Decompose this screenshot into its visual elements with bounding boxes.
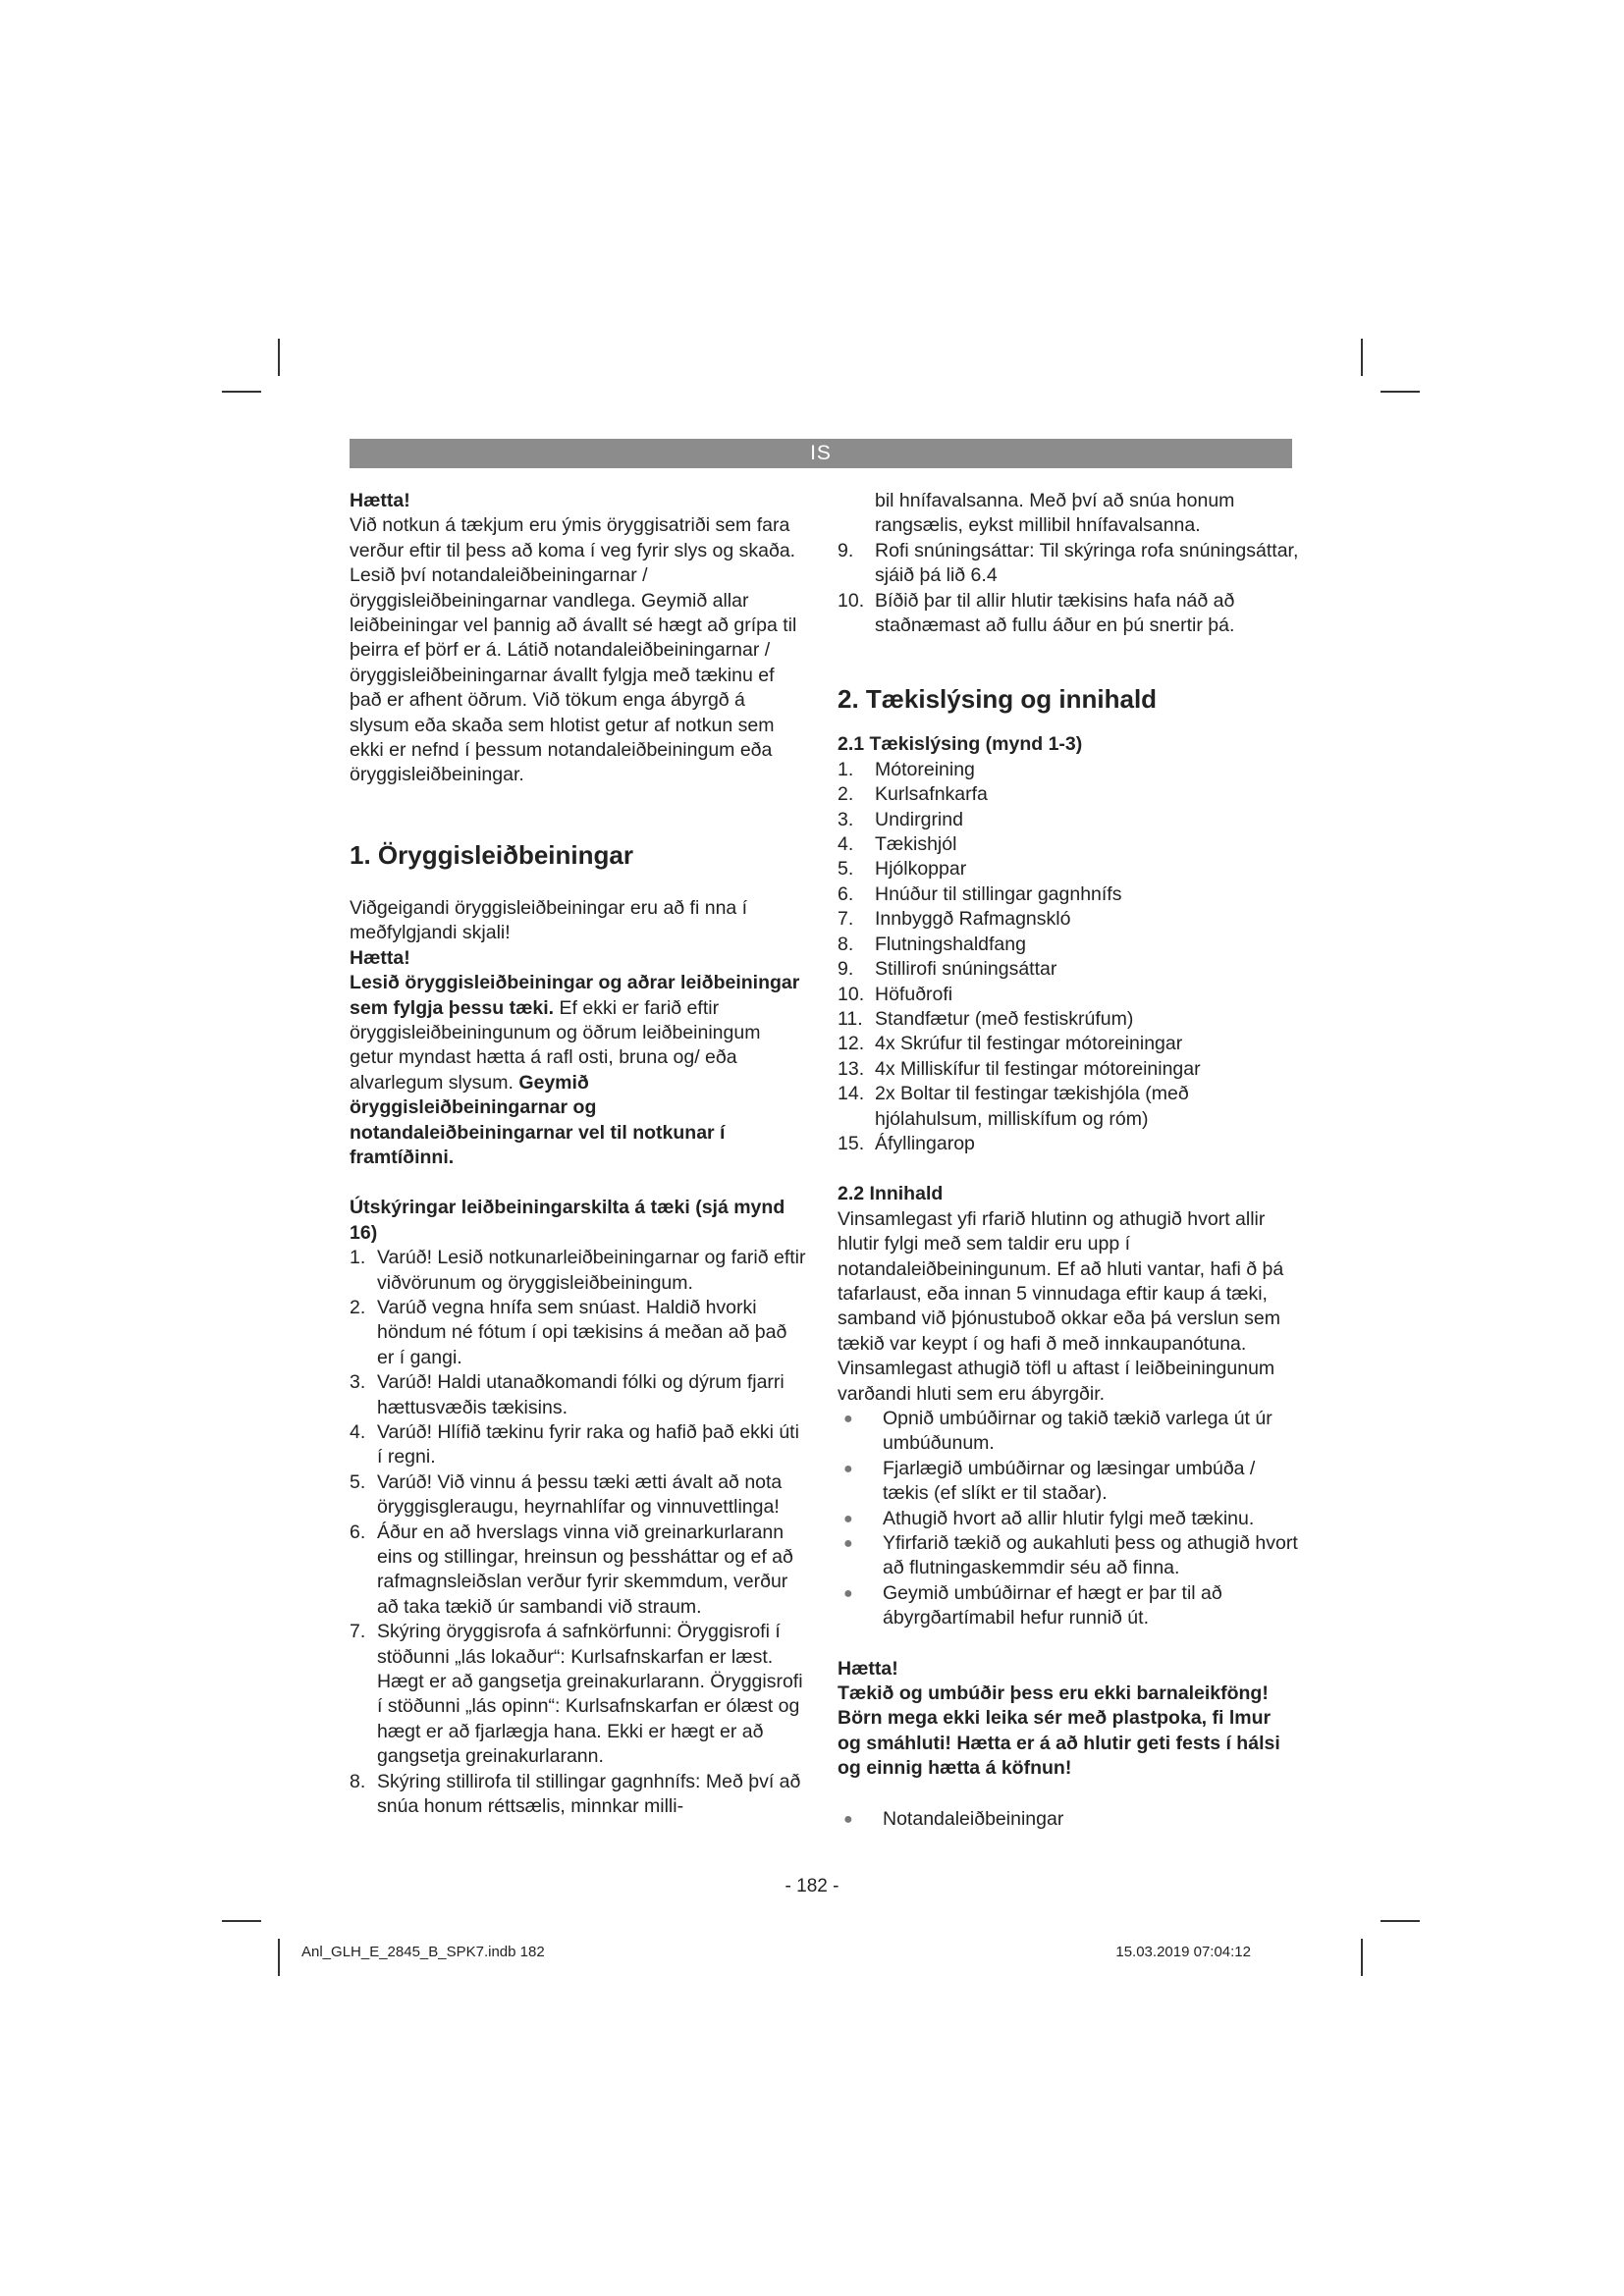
item-8-continued: bil hnífavalsanna. Með því að snúa honum rangsælis, eykst millibil hnífavalsanna. <box>875 490 1235 537</box>
bullet-icon: ● <box>843 1411 853 1427</box>
list-item: 10. Bíðið þar til allir hlutir tækisins hafa náð að staðnæmast að fullu áður en þú snertir þá. <box>838 589 1235 637</box>
list-item: ● Athugið hvort að allir hlutir fylgi með tækinu. <box>838 1507 1299 1531</box>
language-bar: IS <box>350 439 1292 468</box>
section-1-paragraph <box>350 971 806 1170</box>
list-item: 14. 2x Boltar til festingar tækishjóla (með hjólahulsum, milliskífum og róm) <box>838 1083 1189 1130</box>
list-item: 11. Standfætur (með festiskrúfum) <box>838 1007 1134 1030</box>
crop-mark <box>278 1939 280 1976</box>
list-item: 12. 4x Skrúfur til festingar mótoreiningar <box>838 1033 1183 1055</box>
list-item: 13. 4x Milliskífur til festingar mótoreiningar <box>838 1057 1201 1080</box>
list-item: 10. Höfuðrofi <box>838 983 953 1005</box>
list-item: ● Notandaleiðbeiningar <box>838 1807 1299 1832</box>
crop-mark <box>278 339 280 376</box>
bullet-icon: ● <box>843 1810 853 1828</box>
signs-list-continued <box>838 539 1299 639</box>
crop-mark <box>1380 391 1420 393</box>
contents-bullets <box>838 1407 1299 1631</box>
section-1-text: Ef ekki er farið eftir öryggisleiðbeiningunum og öðrum leiðbeiningum getur myndast hætta á rafl osti, bruna og/ eða alvarlegum slysum. <box>350 996 761 1094</box>
signs-title: Útskýringar leiðbeiningarskilta á tæki (sjá mynd 16) <box>350 1197 785 1244</box>
section-1-intro: Viðgeigandi öryggisleiðbeiningar eru að fi nna í meðfylgjandi skjali! <box>350 896 748 944</box>
list-item: 8. Skýring stillirofa til stillingar gagnhnífs: Með því að snúa honum réttsælis, minnkar milli- <box>350 1770 801 1818</box>
section-1-bold-2: Geymið öryggisleiðbeiningarnar og notandaleiðbeiningarnar vel til notkunar í framtíðinni. <box>350 1071 726 1168</box>
list-item: 3. Undirgrind <box>838 808 963 830</box>
list-item: 3. Varúð! Haldi utanaðkomandi fólki og dýrum fjarri hættusvæðis tækisins. <box>350 1371 785 1418</box>
section-1-bold-1: Lesið öryggisleiðbeiningar og aðrar leiðbeiningar sem fylgja þessu tæki. <box>350 972 800 1019</box>
bullet-icon: ● <box>843 1460 853 1477</box>
list-item: 4. Tækishjól <box>838 833 957 856</box>
page-number: - 182 - <box>785 1876 839 1896</box>
list-item: 9. Stillirofi snúningsáttar <box>838 958 1057 981</box>
list-item: ● Fjarlægið umbúðirnar og læsingar umbúða / tækis (ef slíkt er til staðar). <box>843 1457 1256 1505</box>
list-item: 4. Varúð! Hlífið tækinu fyrir raka og hafið það ekki úti í regni. <box>350 1421 799 1468</box>
list-item: 9. Rofi snúningsáttar: Til skýringa rofa snúningsáttar, sjáið þá lið 6.4 <box>838 539 1299 587</box>
list-item: 6. Hnúður til stillingar gagnhnífs <box>838 882 1122 905</box>
list-item: 1. Varúð! Lesið notkunarleiðbeiningarnar og farið eftir viðvörunum og öryggisleiðbeiningum. <box>350 1247 806 1294</box>
list-item: ● Opnið umbúðirnar og takið tækið varlega út úr umbúðunum. <box>843 1408 1272 1455</box>
print-datetime: 15.03.2019 07:04:12 <box>1115 1944 1251 1960</box>
section-1-title: 1. Öryggisleiðbeiningar <box>350 839 633 870</box>
right-column <box>838 489 1299 1832</box>
list-item: 8. Flutningshaldfang <box>838 933 1026 955</box>
list-item: ● Geymið umbúðirnar ef hægt er þar til að ábyrgðartímabil hefur runnið út. <box>843 1581 1222 1629</box>
list-item: 5. Varúð! Við vinnu á þessu tæki ætti ávalt að nota öryggisgleraugu, heyrnahlífar og vinnuvettlinga! <box>350 1470 783 1519</box>
crop-mark <box>222 391 261 393</box>
warning-body: Við notkun á tækjum eru ýmis öryggisatriði sem fara verður eftir til þess að koma í veg fyrir slys og skaða. Lesið því notandaleiðbeiningarnar / öryggisleiðbeiningarnar vandlega. Geymið allar leiðbeiningar vel þannig að ávallt sé hægt að grípa til þeirra ef þörf er á. Látið notandaleiðbeiningarnar / öryggisleiðbeiningarnar ávallt fylgja með tækinu ef það er afhent öðrum. Við tökum enga ábyrgð á slysum eða skaða sem hlotist getur af notkun sem ekki er nefnd í þessum notandaleiðbeiningum eða öryggisleiðbeiningar. <box>350 514 797 786</box>
list-item: 5. Hjólkoppar <box>838 858 967 881</box>
list-item: 2. Kurlsafnkarfa <box>838 783 988 806</box>
warning-title: Hætta! <box>350 490 410 511</box>
crop-mark <box>1361 339 1363 376</box>
bullet-icon: ● <box>843 1584 853 1602</box>
section-2-title: 2. Tækislýsing og innihald <box>838 684 1158 715</box>
list-item: 7. Innbyggð Rafmagnskló <box>838 908 1071 931</box>
signs-list <box>350 1246 806 1819</box>
bullet-icon: ● <box>843 1535 853 1553</box>
section-1-warning: Hætta! <box>350 946 410 969</box>
warning-2-body: Tækið og umbúðir þess eru ekki barnaleikföng! Börn mega ekki leika sér með plastpoka, fi lmur og smáhluti! Hætta er á að hlutir geti fests í hálsi og einnig hætta á köfnun! <box>838 1682 1280 1780</box>
list-item: ● Yfirfarið tækið og aukahluti þess og athugið hvort að flutningaskemmdir séu að finna. <box>843 1532 1298 1579</box>
crop-mark <box>222 1920 261 1922</box>
file-name: Anl_GLH_E_2845_B_SPK7.indb 182 <box>301 1944 545 1960</box>
left-column <box>350 489 806 1820</box>
manual-bullet <box>838 1807 1299 1832</box>
list-item: 15. Áfyllingarop <box>838 1132 975 1154</box>
list-item: 2. Varúð vegna hnífa sem snúast. Haldið hvorki höndum né fótum í opi tækisins á meðan að það er í gangi. <box>350 1296 787 1368</box>
list-item: 1. Mótoreining <box>838 758 975 780</box>
warning-2-title: Hætta! <box>838 1657 898 1680</box>
subsection-2-2-body: Vinsamlegast yfi rfarið hlutinn og athugið hvort allir hlutir fylgi með sem taldir eru upp í notandaleiðbeiningunum. Ef að hluti vantar, hafi ð þá tafarlaust, eða innan 5 vinnudaga eftir kaup á tæki, samband við þjónustuboð okkar eða þá verslun sem tækið var keypt í og hafi ð með innkaupanótuna. Vinsamlegast athugið töfl u aftast í leiðbeiningunum varðandi hluti sem eru ábyrgðir. <box>838 1207 1284 1405</box>
bullet-icon: ● <box>843 1510 853 1527</box>
list-item: 6. Áður en að hverslags vinna við greinarkurlarann eins og stillingar, hreinsun og þessháttar og ef að rafmagnsleiðslan verður fyrir skemmdum, verður að taka tækið úr sambandi við straum. <box>350 1521 793 1618</box>
list-item: 7. Skýring öryggisrofa á safnkörfunni: Öryggisrofi í stöðunni „lás lokaður“: Kurlsafnskarfan er læst. Hægt er að gangsetja greinakurlarann. Öryggisrofi í stöðunni „lás opinn“: Kurlsafnskarfan er ólæst og hægt er að fjarlægja hana. Ekki er hægt er að gangsetja greinakurlarann. <box>350 1621 803 1768</box>
subsection-2-2-title: 2.2 Innihald <box>838 1183 944 1205</box>
crop-mark <box>1361 1939 1363 1976</box>
parts-list <box>838 758 1299 1157</box>
crop-mark <box>1380 1920 1420 1922</box>
subsection-2-1-title: 2.1 Tækislýsing (mynd 1-3) <box>838 733 1083 756</box>
